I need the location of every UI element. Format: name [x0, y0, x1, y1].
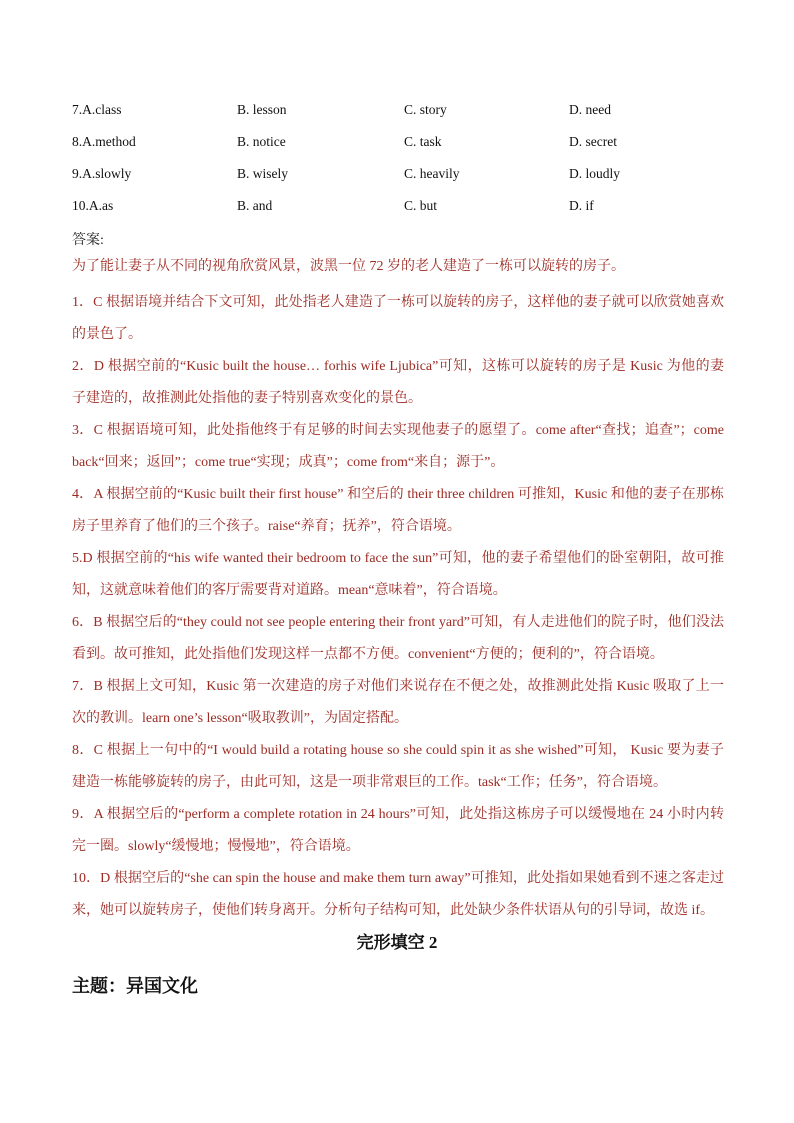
- option-b: B. wisely: [237, 166, 289, 181]
- answer-label: 答案:: [72, 233, 104, 248]
- option-c: C. heavily: [404, 166, 460, 181]
- explanation-10: 10．D 根据空后的“she can spin the house and make them turn away”可推知，此处指如果她看到不速之客走过来，她可以旋转房子，使他们转身离开。分析句子结构可知，此处缺少条件状语从句的引导词，故选 if。: [72, 871, 724, 918]
- option-a: 10.A.as: [72, 198, 114, 213]
- option-d: D. secret: [569, 134, 617, 149]
- theme-heading: 主题：异国文化: [72, 976, 198, 996]
- explanation-9: 9．A 根据空后的“perform a complete rotation in 24 hours”可知，此处指这栋房子可以缓慢地在 24 小时内转完一圈。slowly“缓慢地；慢慢地”，符合语境。: [72, 807, 724, 854]
- explanation-1: 1．C 根据语境并结合下文可知，此处指老人建造了一栋可以旋转的房子，这样他的妻子就可以欣赏她喜欢的景色了。: [72, 295, 724, 342]
- answer-section: [72, 224, 724, 927]
- option-b: B. lesson: [237, 102, 287, 117]
- option-c: C. but: [404, 198, 438, 213]
- options-row-8: [72, 128, 732, 160]
- options-row-10: [72, 192, 732, 224]
- option-a: 9.A.slowly: [72, 166, 132, 181]
- explanation-3: 3．C 根据语境可知，此处指他终于有足够的时间去实现他妻子的愿望了。come after“查找；追查”；come back“回来；返回”；come true“实现；成真”；come from“来自；源于”。: [72, 423, 724, 470]
- explanation-7: 7．B 根据上文可知，Kusic 第一次建造的房子对他们来说存在不便之处，故推测此处指 Kusic 吸取了上一次的教训。learn one’s lesson“吸取教训”，为固定搭配。: [72, 679, 724, 726]
- option-d: D. need: [569, 102, 611, 117]
- options-table: [72, 96, 732, 224]
- options-row-9: [72, 160, 732, 192]
- option-b: B. and: [237, 198, 273, 213]
- option-c: C. story: [404, 102, 447, 117]
- options-row-7: [72, 96, 732, 128]
- option-a: 8.A.method: [72, 134, 136, 149]
- explanation-8: 8．C 根据上一句中的“I would build a rotating house so she could spin it as she wished”可知， Kusic 要为妻子建造一栋能够旋转的房子，由此可知，这是一项非常艰巨的工作。task“工作；任务”，符合语境。: [72, 743, 724, 790]
- passage-summary: 为了能让妻子从不同的视角欣赏风景，波黑一位 72 岁的老人建造了一栋可以旋转的房子。: [72, 259, 625, 274]
- explanation-6: 6．B 根据空后的“they could not see people entering their front yard”可知，有人走进他们的院子时，他们没法看到。故可推知，此处指他们发现这样一点都不方便。convenient“方便的；便利的”，符合语境。: [72, 615, 724, 662]
- explanation-4: 4．A 根据空前的“Kusic built their first house” 和空后的 their three children 可推知，Kusic 和他的妻子在那栋房子里养育了他们的三个孩子。raise“养育；抚养”，符合语境。: [72, 487, 724, 534]
- option-d: D. loudly: [569, 166, 621, 181]
- section-title: 完形填空 2: [356, 933, 438, 952]
- option-d: D. if: [569, 198, 594, 213]
- explanation-2: 2．D 根据空前的“Kusic built the house… forhis wife Ljubica”可知，这栋可以旋转的房子是 Kusic 为他的妻子建造的，故推测此处指他的妻子特别喜欢变化的景色。: [72, 359, 724, 406]
- explanation-5: 5.D 根据空前的“his wife wanted their bedroom to face the sun”可知，他的妻子希望他们的卧室朝阳，故可推知，这就意味着他们的客厅需要背对道路。mean“意味着”，符合语境。: [72, 551, 724, 598]
- option-a: 7.A.class: [72, 102, 122, 117]
- option-b: B. notice: [237, 134, 286, 149]
- option-c: C. task: [404, 134, 442, 149]
